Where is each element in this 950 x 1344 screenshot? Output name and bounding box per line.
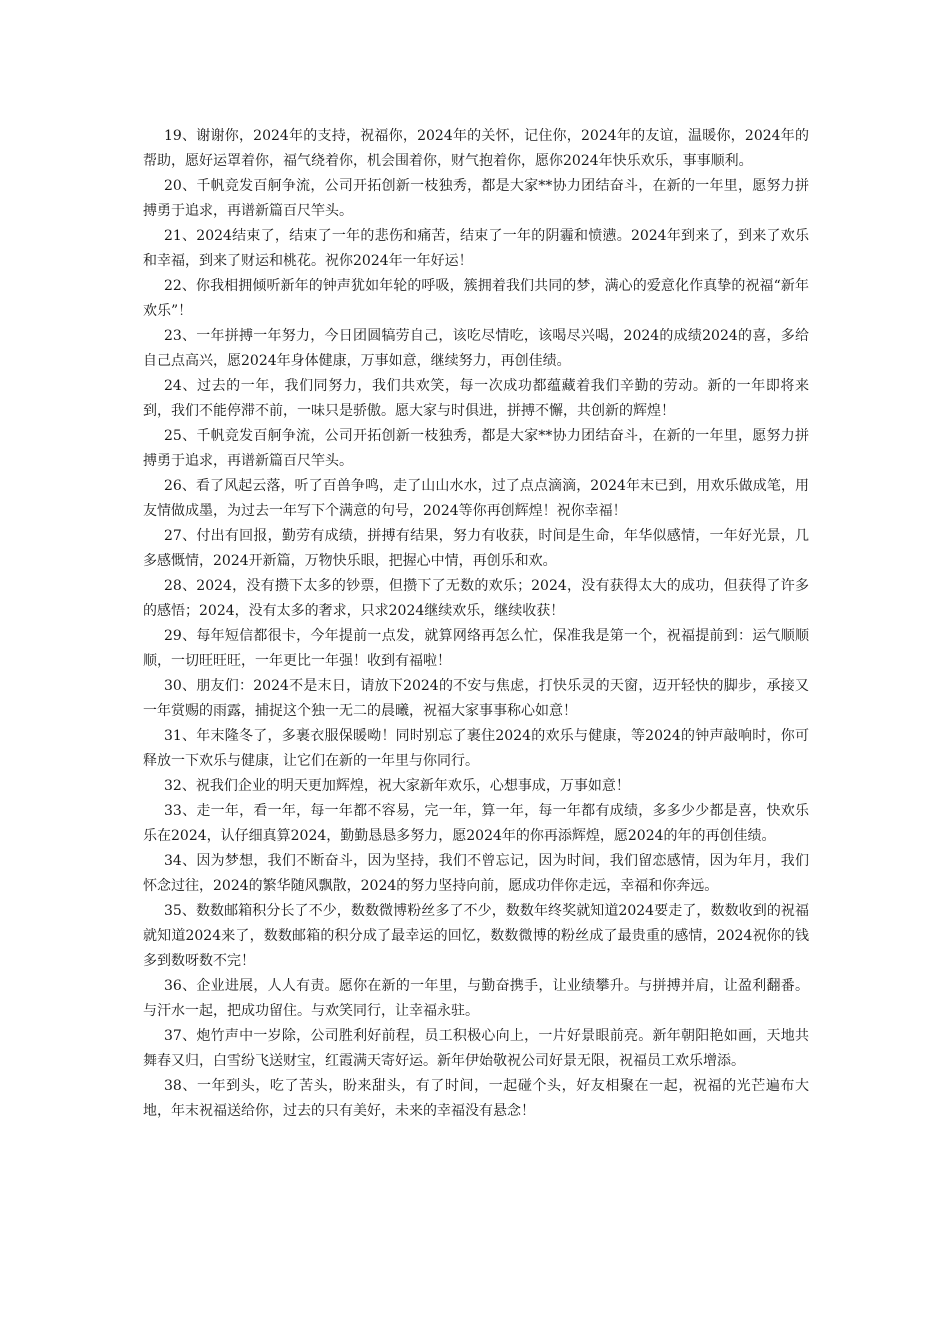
wish-paragraph-38: 38、一年到头，吃了苦头，盼来甜头，有了时间，一起碰个头，好友相聚在一起，祝福的光芒遍布大地，年末祝福送给你，过去的只有美好，未来的幸福没有悬念！ <box>143 1078 809 1119</box>
wish-paragraph-31: 31、年末隆冬了，多裹衣服保暖呦！同时别忘了裹住2024的欢乐与健康，等2024的钟声敲响时，你可释放一下欢乐与健康，让它们在新的一年里与你同行。 <box>143 728 809 769</box>
wish-paragraph-27: 27、付出有回报，勤劳有成绩，拼搏有结果，努力有收获，时间是生命，年华似感情，一年好光景，几多感慨情，2024开新篇，万物快乐眼，把握心中情，再创乐和欢。 <box>143 528 809 569</box>
wish-paragraph-19: 19、谢谢你，2024年的支持，祝福你，2024年的关怀，记住你，2024年的友谊，温暖你，2024年的帮助，愿好运罩着你，福气绕着你，机会围着你，财气抱着你，愿你2024年快乐欢乐，事事顺利。 <box>143 128 809 169</box>
wish-paragraph-22: 22、你我相拥倾听新年的钟声犹如年轮的呼吸，簇拥着我们共同的梦，满心的爱意化作真挚的祝福“新年欢乐”！ <box>143 278 809 319</box>
wish-paragraph-26: 26、看了风起云落，听了百兽争鸣，走了山山水水，过了点点滴滴，2024年末已到，用欢乐做成笔，用友情做成墨，为过去一年写下个满意的句号，2024等你再创辉煌！祝你幸福！ <box>143 478 809 519</box>
wish-paragraph-29: 29、每年短信都很卡，今年提前一点发，就算网络再怎么忙，保准我是第一个，祝福提前到：运气顺顺顺，一切旺旺旺，一年更比一年强！收到有福啦！ <box>143 628 809 669</box>
wish-paragraph-35: 35、数数邮箱积分长了不少，数数微博粉丝多了不少，数数年终奖就知道2024要走了，数数收到的祝福就知道2024来了，数数邮箱的积分成了最幸运的回忆，数数微博的粉丝成了最贵重的感情，2024祝你的钱多到数呀数不完！ <box>143 903 809 969</box>
wish-paragraph-30: 30、朋友们：2024不是末日，请放下2024的不安与焦虑，打快乐灵的天窗，迈开轻快的脚步，承接又一年赏赐的雨露，捕捉这个独一无二的晨曦，祝福大家事事称心如意！ <box>143 678 809 719</box>
wish-paragraph-36: 36、企业进展，人人有责。愿你在新的一年里，与勤奋携手，让业绩攀升。与拼搏并肩，让盈利翻番。与汗水一起，把成功留住。与欢笑同行，让幸福永驻。 <box>143 978 809 1019</box>
wish-paragraph-28: 28、2024，没有攒下太多的钞票，但攒下了无数的欢乐；2024，没有获得太大的成功，但获得了许多的感悟；2024，没有太多的奢求，只求2024继续欢乐，继续收获！ <box>143 578 809 619</box>
document-body <box>143 124 809 1124</box>
wish-paragraph-33: 33、走一年，看一年，每一年都不容易，完一年，算一年，每一年都有成绩，多多少少都是喜，快欢乐乐在2024，认仔细真算2024，勤勤恳恳多努力，愿2024年的你再添辉煌，愿2024的年的再创佳绩。 <box>143 803 809 844</box>
wish-paragraph-34: 34、因为梦想，我们不断奋斗，因为坚持，我们不曾忘记，因为时间，我们留恋感情，因为年月，我们怀念过往，2024的繁华随风飘散，2024的努力坚持向前，愿成功伴你走远，幸福和你奔远。 <box>143 853 809 894</box>
wish-paragraph-21: 21、2024结束了，结束了一年的悲伤和痛苦，结束了一年的阴霾和愤懑。2024年到来了，到来了欢乐和幸福，到来了财运和桃花。祝你2024年一年好运！ <box>143 228 809 269</box>
wish-paragraph-23: 23、一年拼搏一年努力，今日团圆犒劳自己，该吃尽情吃，该喝尽兴喝，2024的成绩2024的喜，多给自己点高兴，愿2024年身体健康，万事如意，继续努力，再创佳绩。 <box>143 328 809 369</box>
wish-paragraph-20: 20、千帆竞发百舸争流，公司开拓创新一枝独秀，都是大家**协力团结奋斗，在新的一年里，愿努力拼搏勇于追求，再谱新篇百尺竿头。 <box>143 178 809 219</box>
wish-paragraph-25: 25、千帆竞发百舸争流，公司开拓创新一枝独秀，都是大家**协力团结奋斗，在新的一年里，愿努力拼搏勇于追求，再谱新篇百尺竿头。 <box>143 428 809 469</box>
wish-paragraph-32: 32、祝我们企业的明天更加辉煌，祝大家新年欢乐，心想事成，万事如意！ <box>164 778 630 794</box>
wish-paragraph-37: 37、炮竹声中一岁除，公司胜利好前程，员工积极心向上，一片好景眼前亮。新年朝阳艳如画，天地共舞春又归，白雪纷飞送财宝，红霞满天寄好运。新年伊始敬祝公司好景无限，祝福员工欢乐增添。 <box>143 1028 809 1069</box>
wish-paragraph-24: 24、过去的一年，我们同努力，我们共欢笑，每一次成功都蕴藏着我们辛勤的劳动。新的一年即将来到，我们不能停滞不前，一味只是骄傲。愿大家与时俱进，拼搏不懈，共创新的辉煌！ <box>143 378 809 419</box>
